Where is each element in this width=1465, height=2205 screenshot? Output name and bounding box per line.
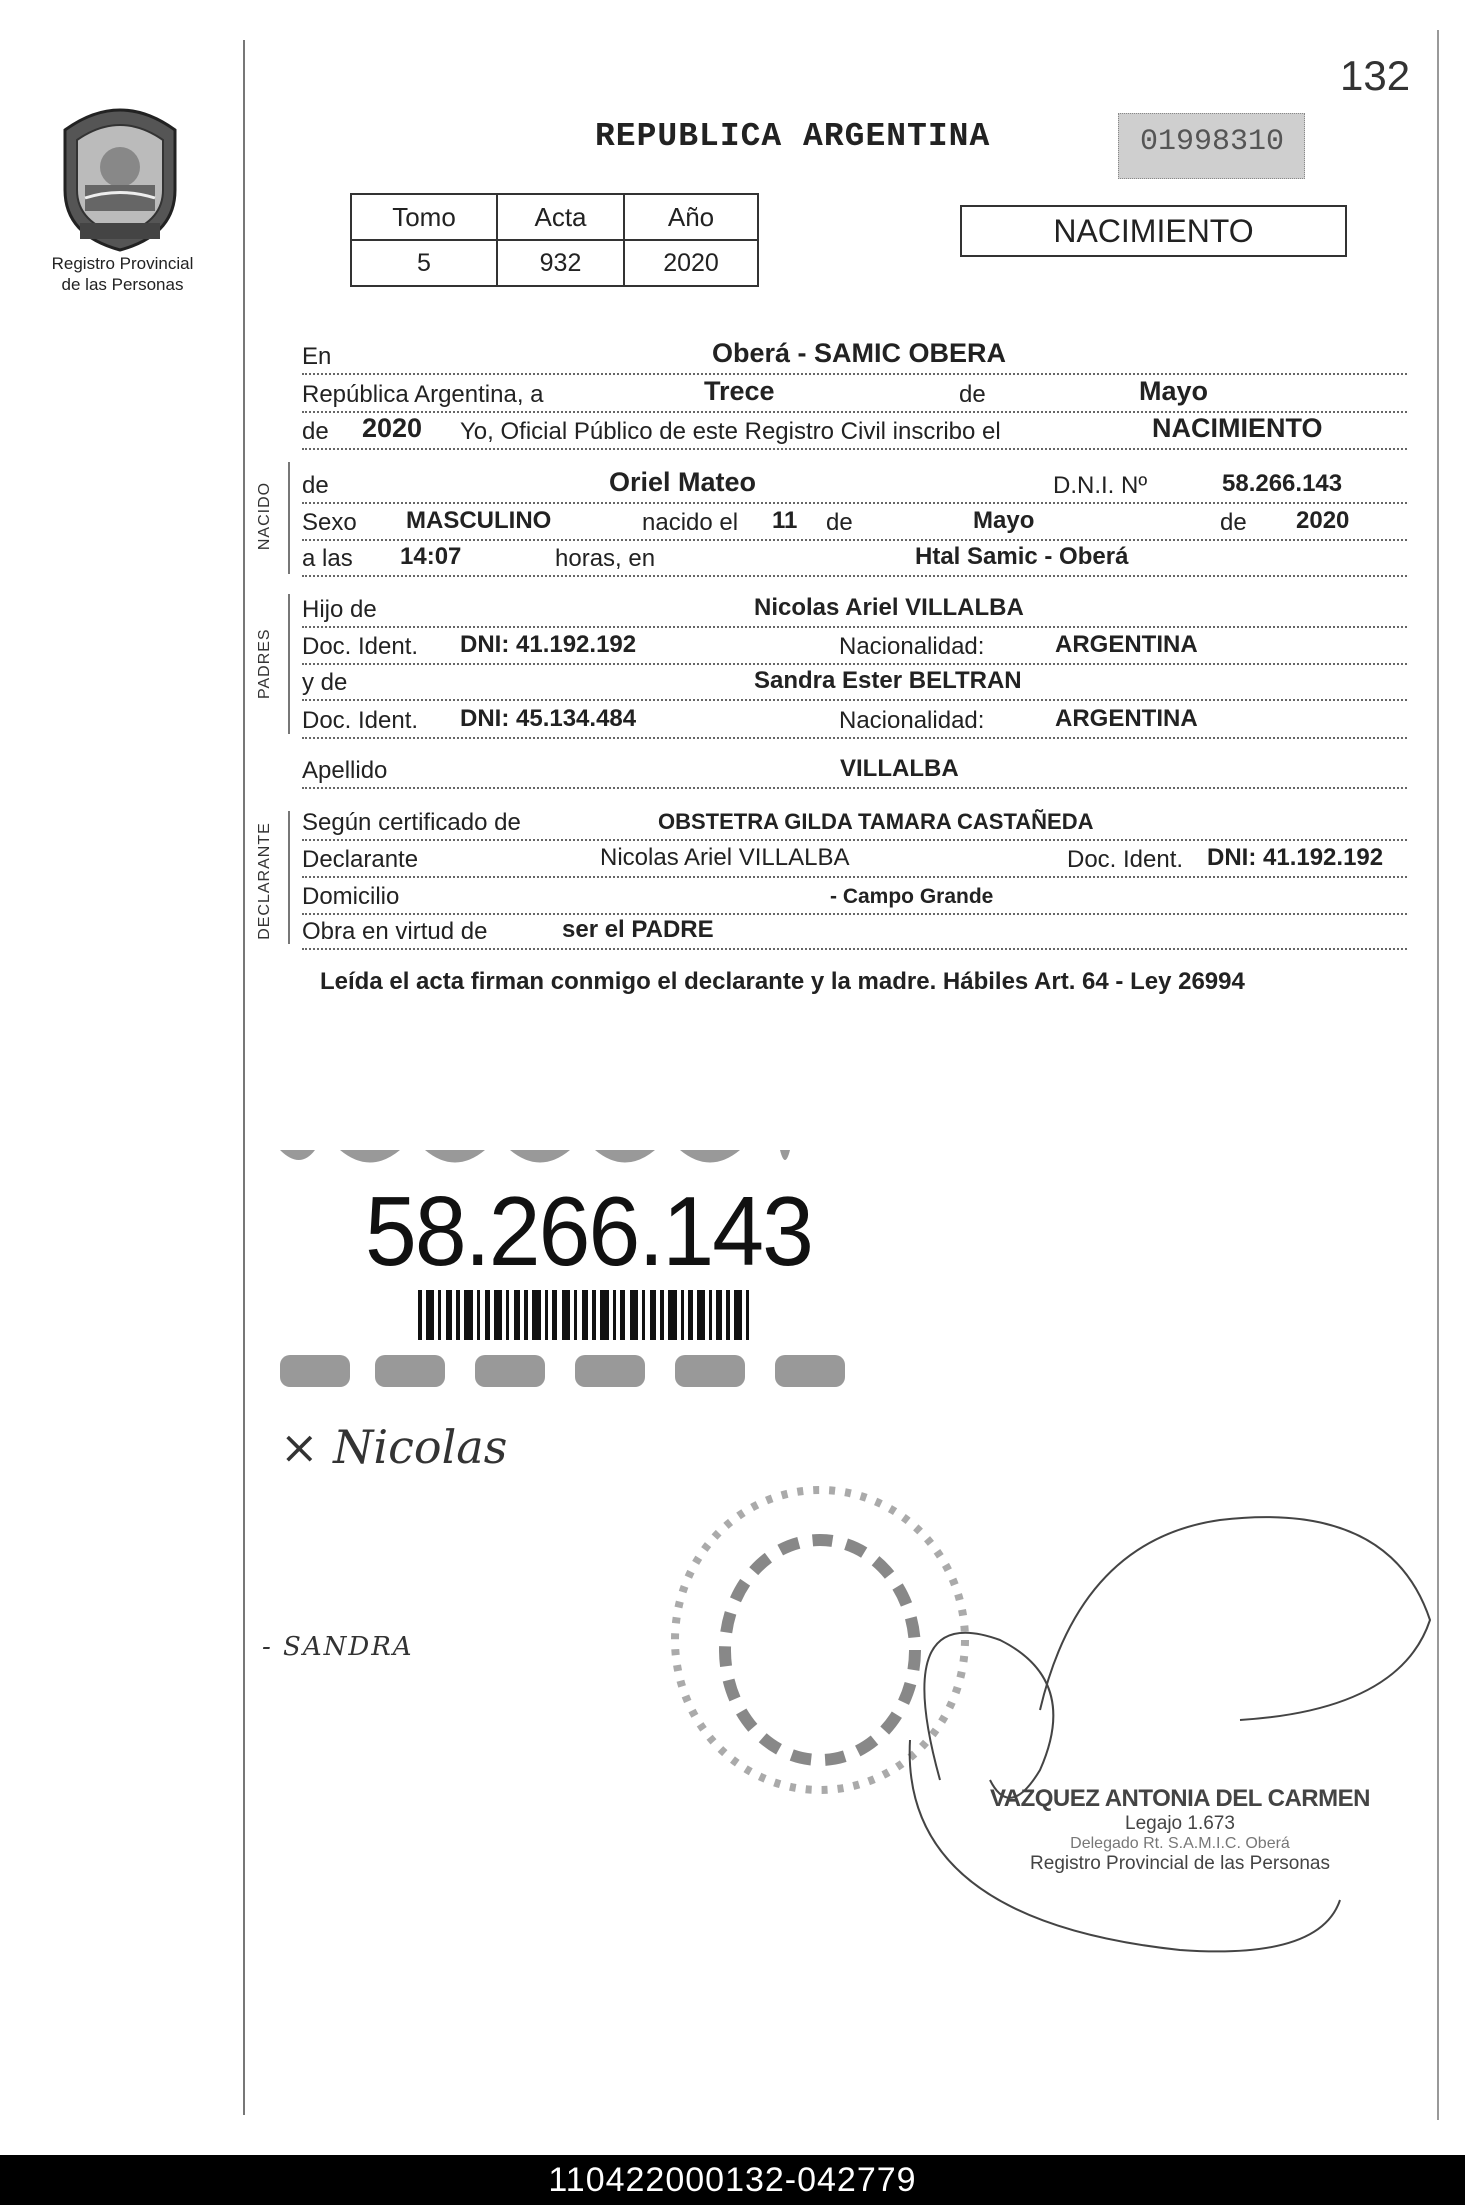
padres-section-bar [288, 594, 290, 734]
en-value: Oberá - SAMIC OBERA [712, 338, 1007, 368]
register-table [350, 193, 759, 287]
year-de-label: de [302, 418, 329, 445]
inscribo-value: NACIMIENTO [1152, 413, 1323, 443]
month-de-label: de [959, 381, 986, 408]
hijo-label: Hijo de [302, 596, 377, 623]
declarante-doc-label: Doc. Ident. [1067, 846, 1184, 873]
register-value-ano: 2020 [624, 240, 758, 286]
row-fecha [302, 375, 1407, 413]
year-value: 2020 [362, 413, 423, 443]
padre-value: Nicolas Ariel VILLALBA [754, 594, 1024, 621]
padres-section-label: PADRES [256, 628, 273, 699]
nombre-value: Oriel Mateo [609, 467, 757, 497]
madre-nac-label: Nacionalidad: [839, 707, 985, 734]
nacido-section-label: NACIDO [256, 481, 273, 551]
official-registro: Registro Provincial de las Personas [1030, 1853, 1330, 1874]
birth-year: 2020 [1296, 507, 1350, 534]
row-en [302, 337, 1407, 375]
register-header-ano: Año [624, 194, 758, 240]
madre-doc-value: DNI: 45.134.484 [460, 705, 637, 732]
republica-label: República Argentina, a [302, 381, 544, 408]
row-nombre [302, 466, 1407, 504]
act-type-box: NACIMIENTO [960, 205, 1347, 257]
register-value-tomo: 5 [351, 240, 497, 286]
birth-de1-label: de [826, 509, 853, 536]
serial-number: 01998310 [1139, 125, 1285, 159]
obra-value: ser el PADRE [562, 916, 714, 943]
row-domicilio [302, 877, 1407, 915]
left-margin-line [243, 40, 245, 2115]
padre-signature: × Nicolas [280, 1420, 508, 1474]
row-madre-doc [302, 701, 1407, 739]
register-value-acta: 932 [497, 240, 624, 286]
sexo-label: Sexo [302, 509, 357, 536]
register-header-row [351, 194, 758, 240]
domicilio-value: - Campo Grande [830, 885, 994, 908]
crest-caption-line-1: Registro Provincial [51, 254, 194, 273]
madre-nac-value: ARGENTINA [1055, 705, 1198, 732]
sticker-id-number: 58.266.143 [365, 1176, 812, 1286]
row-madre [302, 663, 1407, 701]
row-certificado [302, 803, 1407, 841]
hora-value: 14:07 [400, 543, 462, 570]
declarante-doc-value: DNI: 41.192.192 [1207, 844, 1384, 871]
official-delegado: Delegado Rt. S.A.M.I.C. Oberá [1070, 1835, 1290, 1852]
lugar-value: Htal Samic - Oberá [915, 543, 1129, 570]
nacido-label: nacido el [642, 509, 739, 536]
padre-doc-value: DNI: 41.192.192 [460, 631, 637, 658]
birth-de2-label: de [1220, 509, 1247, 536]
apellido-value: VILLALBA [840, 755, 959, 782]
row-inscribo [302, 412, 1407, 450]
nombre-label: de [302, 472, 329, 499]
obra-label: Obra en virtud de [302, 918, 488, 945]
hora-label: a las [302, 545, 353, 572]
official-name: VAZQUEZ ANTONIA DEL CARMEN [990, 1785, 1370, 1812]
birth-month: Mayo [973, 507, 1035, 534]
official-stamp-text [970, 1785, 1390, 1875]
declarante-section-bar [288, 811, 290, 944]
madre-doc-label: Doc. Ident. [302, 707, 419, 734]
page-number: 132 [1340, 52, 1411, 99]
row-apellido [302, 751, 1407, 789]
row-declarante [302, 840, 1407, 878]
en-label: En [302, 343, 332, 370]
declarante-section-label: DECLARANTE [256, 822, 273, 940]
row-obra [302, 912, 1407, 950]
dni-label: D.N.I. Nº [1053, 472, 1148, 499]
crest-caption [30, 253, 215, 295]
dni-value: 58.266.143 [1222, 470, 1343, 497]
day-words: Trece [704, 376, 775, 406]
closing-statement: Leída el acta firman conmigo el declarante y la madre. Hábiles Art. 64 - Ley 26994 [320, 968, 1245, 995]
row-padre-doc [302, 627, 1407, 665]
official-seal-and-signature [660, 1480, 1440, 1980]
birth-day: 11 [772, 507, 798, 534]
document-title: REPUBLICA ARGENTINA [595, 118, 991, 155]
nacido-section-bar [288, 462, 290, 574]
declarante-label: Declarante [302, 846, 419, 873]
madre-signature: - SANDRA [262, 1632, 414, 1662]
sexo-value: MASCULINO [406, 507, 552, 534]
padre-nac-value: ARGENTINA [1055, 631, 1198, 658]
crest-caption-line-2: de las Personas [61, 275, 184, 294]
row-sexo [302, 503, 1407, 541]
register-value-row [351, 240, 758, 286]
yo-text: Yo, Oficial Público de este Registro Civil inscribo el [460, 418, 1001, 445]
certificado-value: OBSTETRA GILDA TAMARA CASTAÑEDA [658, 809, 1094, 834]
madre-value: Sandra Ester BELTRAN [754, 667, 1022, 694]
footer-id: 110422000132-042779 [0, 2155, 1465, 2205]
province-crest-logo [55, 95, 185, 255]
yde-label: y de [302, 669, 348, 696]
apellido-label: Apellido [302, 757, 388, 784]
row-hijo [302, 590, 1407, 628]
register-header-tomo: Tomo [351, 194, 497, 240]
horas-en-label: horas, en [555, 545, 656, 572]
certificado-label: Según certificado de [302, 809, 521, 836]
padre-doc-label: Doc. Ident. [302, 633, 419, 660]
declarante-value: Nicolas Ariel VILLALBA [600, 844, 850, 871]
domicilio-label: Domicilio [302, 883, 400, 910]
month-value: Mayo [1139, 376, 1209, 406]
padre-nac-label: Nacionalidad: [839, 633, 985, 660]
register-header-acta: Acta [497, 194, 624, 240]
official-legajo: Legajo 1.673 [1125, 1813, 1235, 1834]
row-hora [302, 539, 1407, 577]
